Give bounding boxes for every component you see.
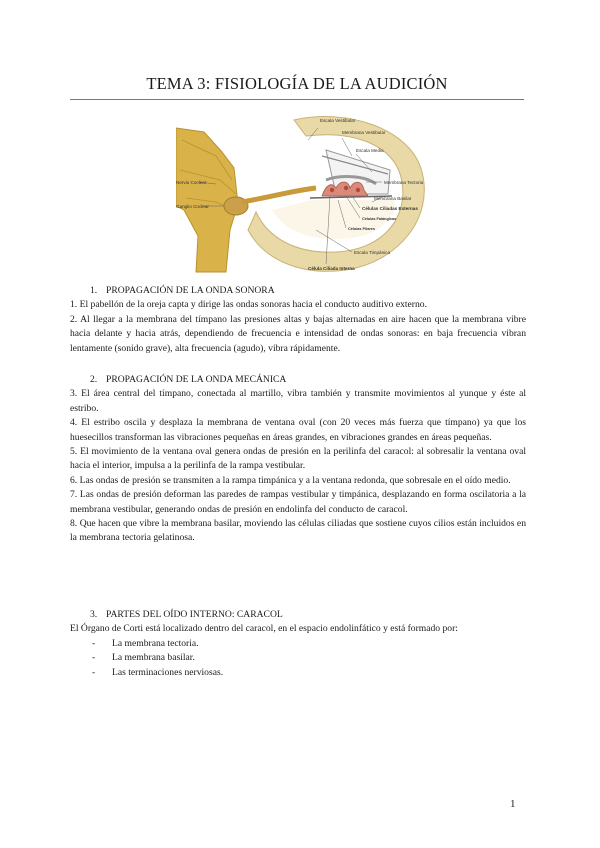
section-3	[70, 608, 526, 680]
paragraph: 1. El pabellón de la oreja capta y dirige las ondas sonoras hacia el conducto auditivo externo.	[70, 299, 427, 311]
paragraph: 6. Las ondas de presión se transmiten a la rampa timpánica y a la ventana redonda, que sobresale en el oído medio.	[70, 474, 511, 486]
paragraph: 7. Las ondas de presión deforman las paredes de rampas vestibular y timpánica, desplazando en forma oscilatoria a la membrana vestibular, generando ondas de presión en endolinfa del conducto de caracol.	[70, 489, 526, 515]
section-heading: 3. PARTES DEL OÍDO INTERNO: CARACOL	[90, 609, 283, 620]
paragraph: 5. El movimiento de la ventana oval genera ondas de presión en la perilinfa del caracol: al sobresalir la ventana oval hacia el interior, impulsa a la perilinfa de la rampa vestibular.	[70, 446, 526, 472]
label-escala-timpanica: Escala Timpánica	[354, 250, 391, 255]
paragraph: El Órgano de Corti está localizado dentro del caracol, en el espacio endolinfático y está formado por:	[70, 623, 458, 635]
label-membrana-basilar: Membrana Basilar	[374, 196, 412, 201]
page-title: TEMA 3: FISIOLOGÍA DE LA AUDICIÓN	[70, 74, 524, 100]
label-celula-ciliada-interna: Célula Ciliada Interna	[308, 266, 355, 271]
organ-of-corti	[322, 182, 368, 196]
paragraph: 4. El estribo oscila y desplaza la membrana de ventana oval (con 20 veces más fuerza que tímpano) ya que los huesecillos transforman las vibraciones pequeñas en áreas grandes, en vibraciones grandes en áreas pequeñas.	[70, 417, 526, 443]
label-celulas-ciliadas-externas: Células Ciliadas Externas	[362, 206, 418, 211]
list-item: - La membrana basilar.	[92, 652, 195, 664]
section-heading: 1. PROPAGACIÓN DE LA ONDA SONORA	[90, 285, 275, 296]
page-number: 1	[510, 798, 516, 810]
section-1	[70, 284, 526, 356]
list-item: - La membrana tectoria.	[92, 637, 199, 649]
list-item: - Las terminaciones nerviosas.	[92, 666, 224, 678]
section-heading: 2. PROPAGACIÓN DE LA ONDA MECÁNICA	[90, 374, 287, 385]
paragraph: 2. Al llegar a la membrana del tímpano las presiones altas y bajas alternadas en aire hacen que la membrana vibre hacia delante y hacia atrás, dependiendo de frecuencia e intensidad de ondas sonoras: en baja frecuencia vibran lentamente (sonido grave), alta frecuencia (agudo), vibra rápidamente.	[70, 313, 526, 354]
label-escala-vestibular: Escala Vestibular	[320, 118, 356, 123]
label-celulas-falangicas: Células Falángicas	[362, 217, 397, 221]
label-membrana-vestibular: Membrana Vestibular	[342, 130, 386, 135]
label-membrana-tectoria: Membrana Tectoria	[384, 180, 424, 185]
section-2	[70, 373, 526, 546]
label-nervio-coclear: Nervio Coclear	[176, 180, 207, 185]
label-ganglio-coclear: Ganglio Coclear	[176, 204, 209, 209]
label-celulas-pilares: Células Pilares	[348, 227, 376, 231]
paragraph: 3. El área central del tímpano, conectada al martillo, vibra también y transmite movimientos al yunque y éste al estribo.	[70, 388, 526, 414]
paragraph: 8. Que hacen que vibre la membrana basilar, moviendo las células ciliadas que sostiene cuyos cilios están incluidos en la membrana tectoria gelatinosa.	[70, 518, 526, 544]
cochlea-diagram	[176, 110, 446, 278]
label-escala-media: Escala Media	[356, 148, 384, 153]
